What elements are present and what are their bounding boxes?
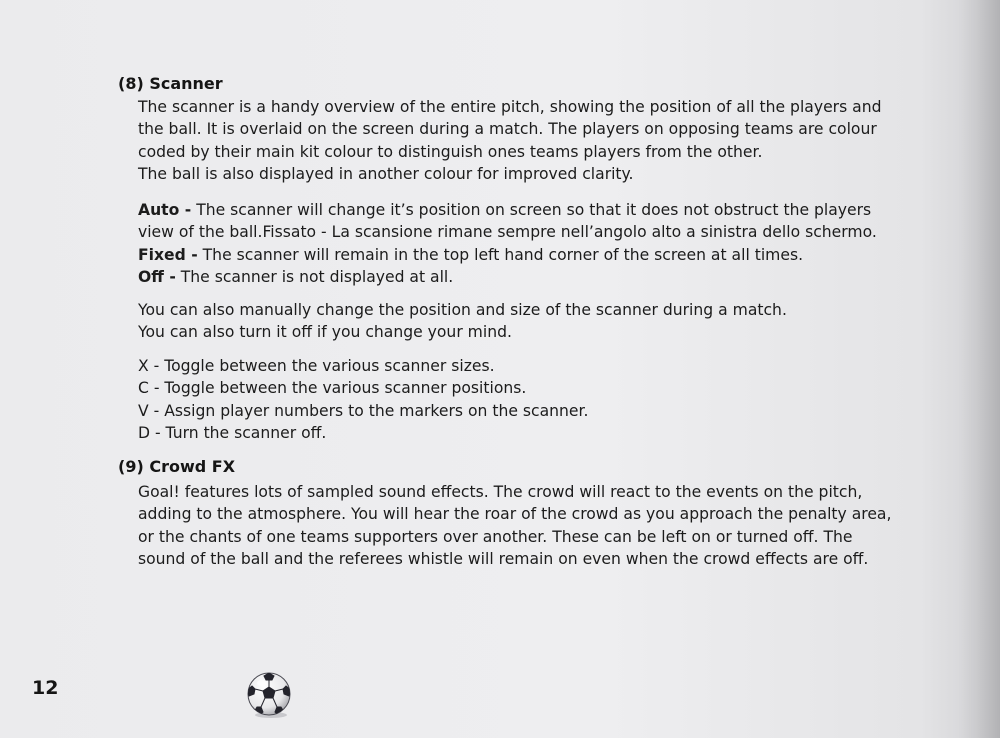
scanner-intro-line: coded by their main kit colour to distinguish ones teams players from the other. <box>138 142 763 161</box>
option-auto-continued: view of the ball.Fissato - La scansione rimane sempre nell’angolo alto a sinistra dello schermo. <box>138 223 877 242</box>
option-off-term: Off - <box>138 268 176 287</box>
scanner-intro <box>138 96 883 186</box>
option-fixed-term: Fixed - <box>138 245 198 264</box>
scanner-manual-note <box>138 299 883 344</box>
key-v-item: V - Assign player numbers to the markers on the scanner. <box>138 401 589 420</box>
crowd-fx-line: Goal! features lots of sampled sound effects. The crowd will react to the events on the pitch, <box>138 483 863 501</box>
scanner-heading: (8) Scanner <box>118 74 223 93</box>
option-off <box>138 266 883 288</box>
key-c-item: C - Toggle between the various scanner positions. <box>138 379 527 398</box>
page-number: 12 <box>32 677 59 699</box>
crowd-fx-body <box>138 481 892 571</box>
scanner-intro-line: the ball. It is overlaid on the screen during a match. The players on opposing teams are colour <box>138 120 877 139</box>
option-fixed <box>138 244 883 266</box>
option-auto-term: Auto - <box>138 201 192 219</box>
scanner-options <box>138 199 883 289</box>
crowd-fx-line: sound of the ball and the referees whistle will remain on even when the crowd effects are off. <box>138 550 869 569</box>
scanner-intro-line: The ball is also displayed in another colour for improved clarity. <box>138 165 634 184</box>
key-x-item: X - Toggle between the various scanner sizes. <box>138 357 495 375</box>
option-auto-text: The scanner will change it’s position on screen so that it does not obstruct the players <box>191 201 872 219</box>
option-fixed-text: The scanner will remain in the top left hand corner of the screen at all times. <box>197 245 804 264</box>
key-d-item: D - Turn the scanner off. <box>138 424 327 443</box>
option-off-text: The scanner is not displayed at all. <box>175 268 454 287</box>
soccer-ball-icon <box>244 669 294 719</box>
crowd-fx-line: adding to the atmosphere. You will hear the roar of the crowd as you approach the penalty area, <box>138 505 892 524</box>
manual-note-line: You can also manually change the position and size of the scanner during a match. <box>138 301 787 319</box>
option-auto <box>138 199 883 221</box>
crowd-fx-line: or the chants of one teams supporters over another. These can be left on or turned off. The <box>138 527 853 546</box>
manual-note-line: You can also turn it off if you change your mind. <box>138 323 512 342</box>
scanner-key-list <box>138 355 883 445</box>
crowd-fx-heading: (9) Crowd FX <box>118 457 236 476</box>
scanner-intro-line: The scanner is a handy overview of the entire pitch, showing the position of all the players and <box>138 98 882 116</box>
